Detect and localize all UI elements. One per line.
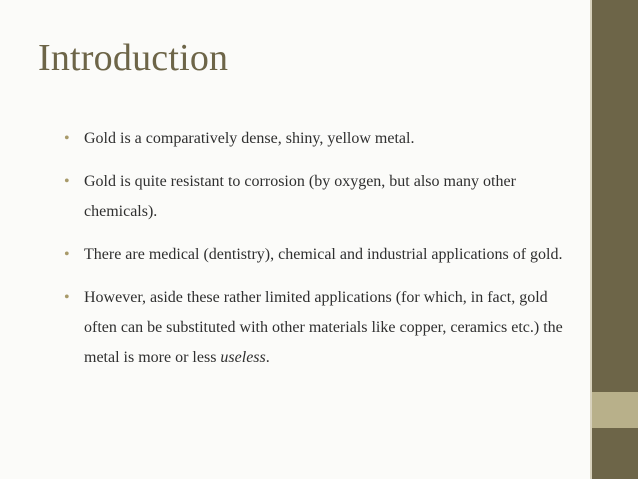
bullet-dot-icon: • (64, 130, 70, 147)
side-accent (592, 392, 638, 428)
bullet-item (64, 240, 574, 270)
bullet-text: Gold is quite resistant to corrosion (by oxygen, but also many other chemicals). (84, 173, 516, 220)
bullet-item (64, 283, 574, 373)
bullet-list (64, 124, 574, 386)
bullet-emphasis: useless (220, 349, 266, 366)
slide-title: Introduction (38, 37, 229, 79)
bullet-suffix: . (265, 349, 270, 366)
bullet-text-main: However, aside these rather limited applications (for which, in fact, gold often can be substituted with other materials like copper, ceramics etc.) the metal is more or less (84, 289, 563, 366)
bullet-text: There are medical (dentistry), chemical and industrial applications of gold. (84, 246, 563, 263)
bullet-dot-icon: • (64, 246, 70, 263)
bullet-dot-icon: • (64, 173, 70, 190)
bullet-item (64, 124, 574, 154)
bullet-text: Gold is a comparatively dense, shiny, yellow metal. (84, 130, 415, 147)
bullet-item (64, 167, 574, 227)
bullet-dot-icon: • (64, 289, 70, 306)
bullet-text (84, 289, 563, 366)
